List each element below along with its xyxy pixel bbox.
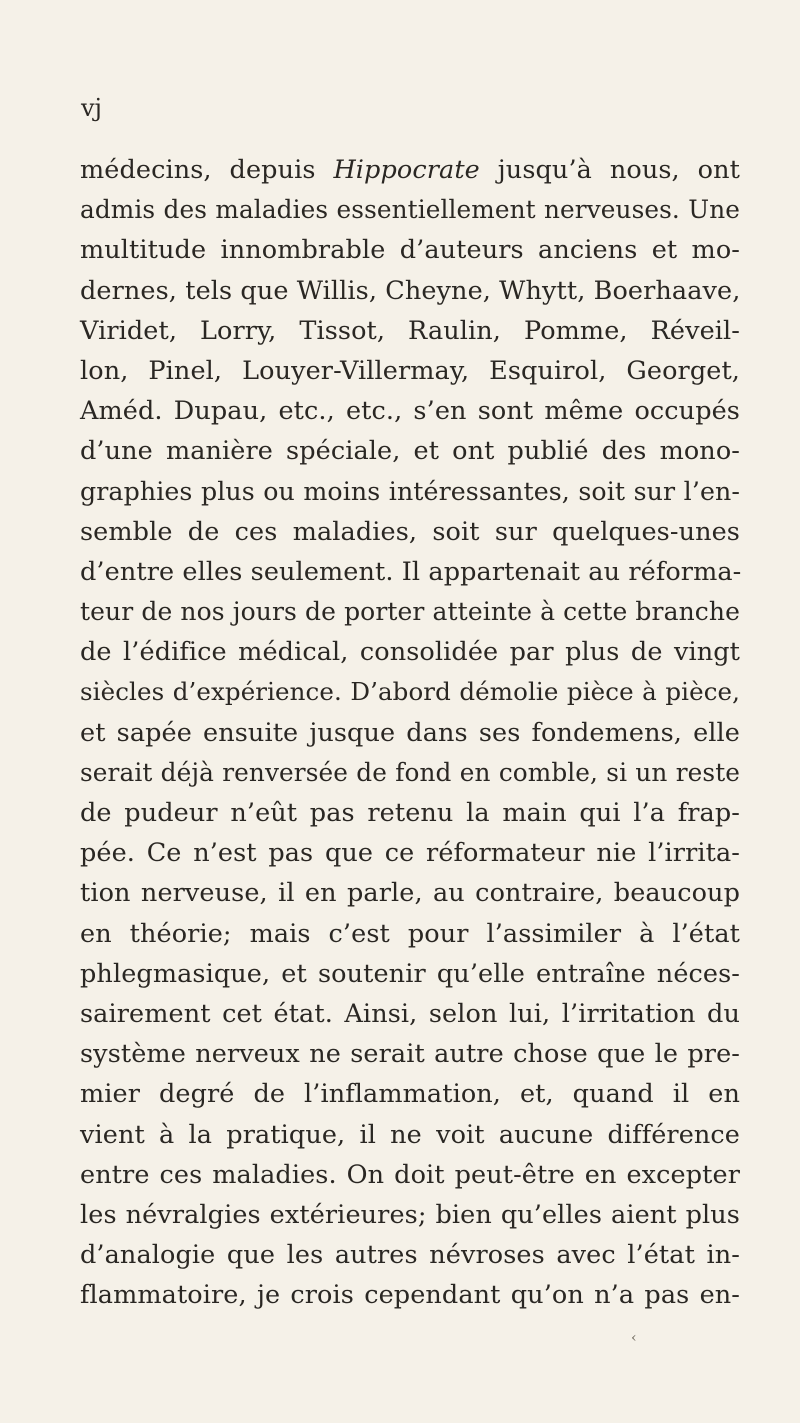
text-line: siècles d’expérience. D’abord démolie pièce à pièce,: [80, 677, 740, 707]
page-number: vj: [81, 94, 102, 122]
text-line: en théorie; mais c’est pour l’assimiler à l’état: [80, 918, 740, 949]
text-line: Améd. Dupau, etc., etc., s’en sont même occupés: [80, 396, 740, 427]
text-line: pée. Ce n’est pas que ce réformateur nie l’irrita-: [80, 838, 740, 869]
text-line: d’analogie que les autres névroses avec l’état in-: [80, 1240, 740, 1271]
text-line: multitude innombrable d’auteurs anciens et mo-: [80, 235, 740, 266]
text-line: d’entre elles seulement. Il appartenait au réforma-: [80, 556, 742, 587]
text-line: sairement cet état. Ainsi, selon lui, l’irritation du: [80, 998, 740, 1029]
text-line: Viridet, Lorry, Tissot, Raulin, Pomme, Réveil-: [80, 315, 740, 346]
text-line: entre ces maladies. On doit peut-être en excepter: [80, 1159, 740, 1190]
text-line: de l’édifice médical, consolidée par plus de vingt: [80, 637, 740, 668]
bottom-mark: ‹: [631, 1330, 637, 1346]
text-line: semble de ces maladies, soit sur quelques-unes: [80, 516, 740, 547]
text-line: mier degré de l’inflammation, et, quand il en: [80, 1079, 740, 1110]
italic-name: Hippocrate: [333, 155, 480, 185]
text-line: dernes, tels que Willis, Cheyne, Whytt, Boerhaave,: [80, 275, 741, 306]
text-line: admis des maladies essentiellement nerveuses. Une: [80, 195, 740, 225]
text-line: médecins, depuis Hippocrate jusqu’à nous, ont: [80, 155, 740, 185]
text-line: vient à la pratique, il ne voit aucune différence: [80, 1119, 740, 1150]
text-line: lon, Pinel, Louyer-Villermay, Esquirol, Georget,: [80, 355, 740, 386]
text-line: phlegmasique, et soutenir qu’elle entraîne néces-: [80, 958, 740, 989]
text-line: tion nerveuse, il en parle, au contraire, beaucoup: [80, 878, 740, 909]
text-line: teur de nos jours de porter atteinte à cette branche: [80, 597, 740, 627]
text-line: et sapée ensuite jusque dans ses fondemens, elle: [80, 717, 740, 748]
text-line: flammatoire, je crois cependant qu’on n’a pas en-: [80, 1280, 740, 1311]
text-line: système nerveux ne serait autre chose que le pre-: [80, 1039, 740, 1070]
text-line: graphies plus ou moins intéressantes, soit sur l’en-: [80, 476, 740, 506]
text-line: les névralgies extérieures; bien qu’elles aient plus: [80, 1199, 740, 1230]
body-text: [80, 150, 740, 1315]
text-line: de pudeur n’eût pas retenu la main qui l’a frap-: [80, 798, 740, 828]
text-line: serait déjà renversée de fond en comble, si un reste: [80, 757, 740, 787]
text-line: d’une manière spéciale, et ont publié des mono-: [80, 436, 740, 467]
